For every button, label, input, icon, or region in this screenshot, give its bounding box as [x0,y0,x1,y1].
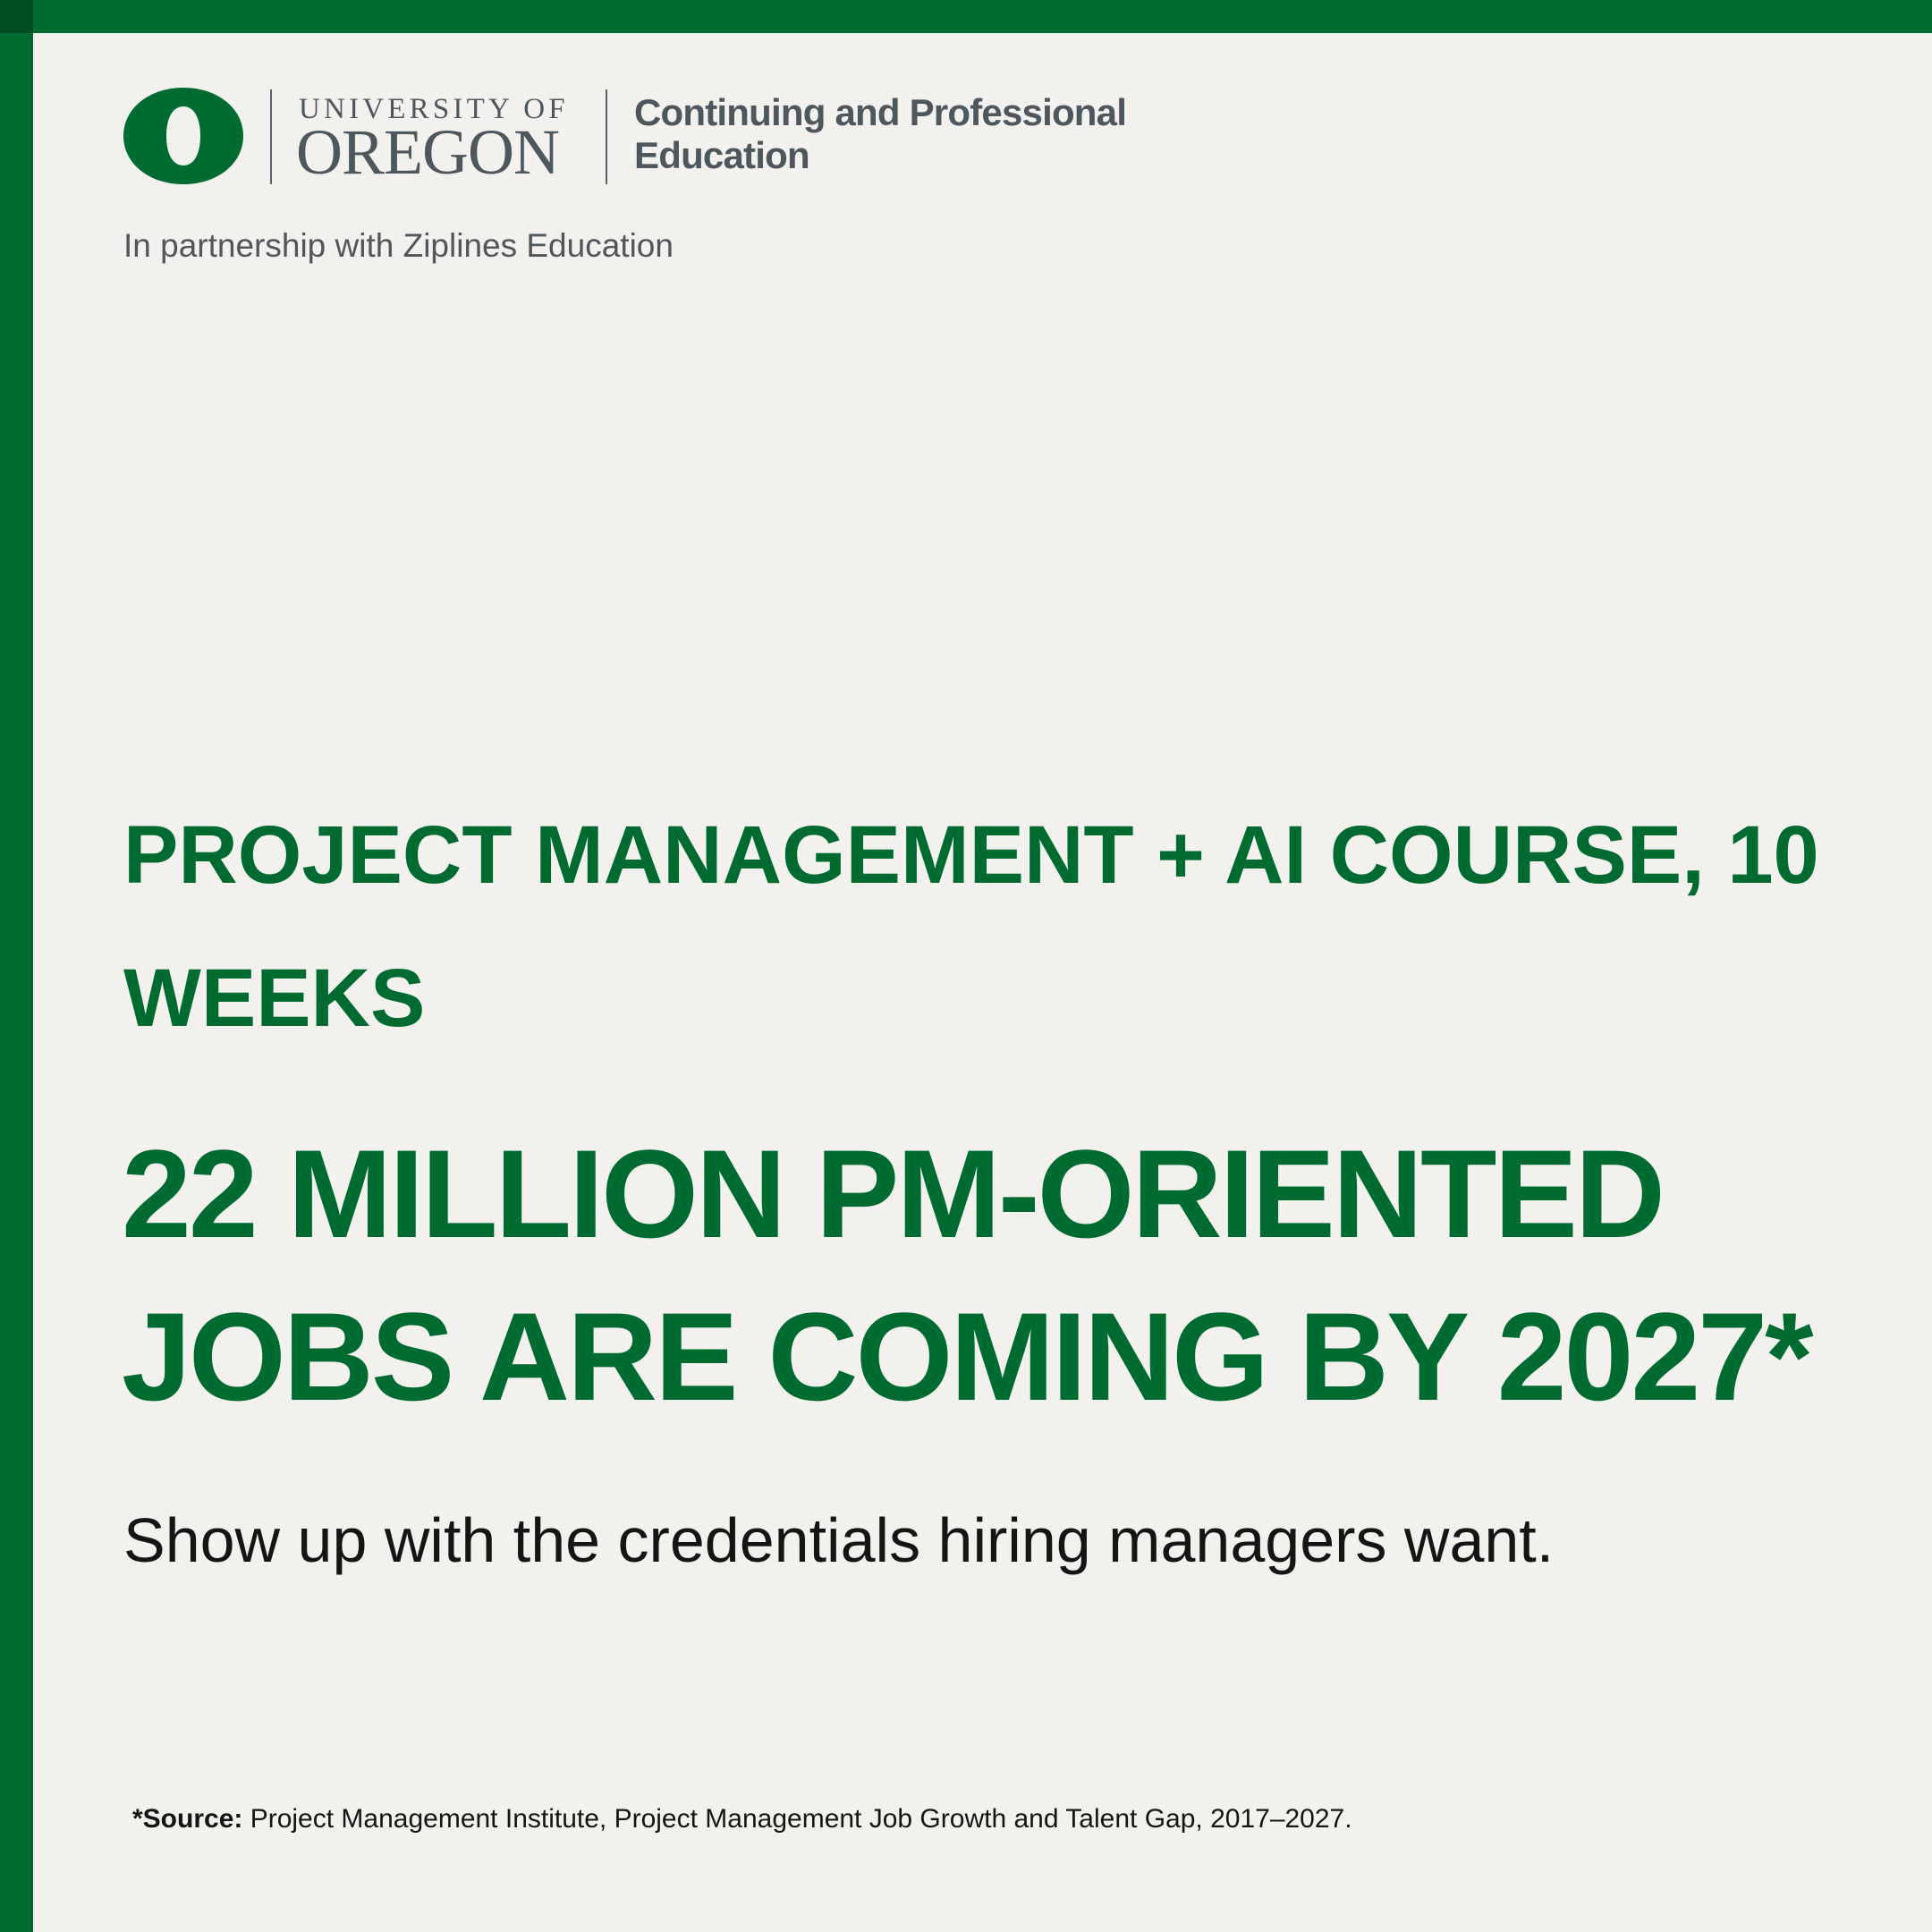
oregon-o-icon [123,88,243,184]
unit-name-line1: Continuing and Professional [634,91,1127,133]
left-accent-bar [0,0,33,1932]
unit-divider [606,89,607,184]
source-text: Project Management Institute, Project Management Job Growth and Talent Gap, 2017–2027. [242,1804,1352,1834]
source-footnote [132,1804,1352,1835]
top-accent-bar [0,0,1932,33]
oregon-wordmark: OREGON [296,116,559,188]
course-title: PROJECT MANAGEMENT + AI COURSE, 10 WEEKS [123,809,1819,1044]
tagline: Show up with the credentials hiring managers want. [123,1505,1555,1575]
university-of-label: UNIVERSITY OF [299,93,569,125]
unit-name-line2: Education [634,134,809,176]
partnership-text: In partnership with Ziplines Education [123,227,674,264]
corner-accent [0,0,33,33]
unit-name [634,91,1126,177]
logo-divider [270,89,272,184]
headline: 22 MILLION PM-ORIENTED JOBS ARE COMING BY 2027* [122,1123,1811,1427]
source-label: *Source: [132,1804,243,1834]
university-logo[interactable] [123,88,1143,188]
